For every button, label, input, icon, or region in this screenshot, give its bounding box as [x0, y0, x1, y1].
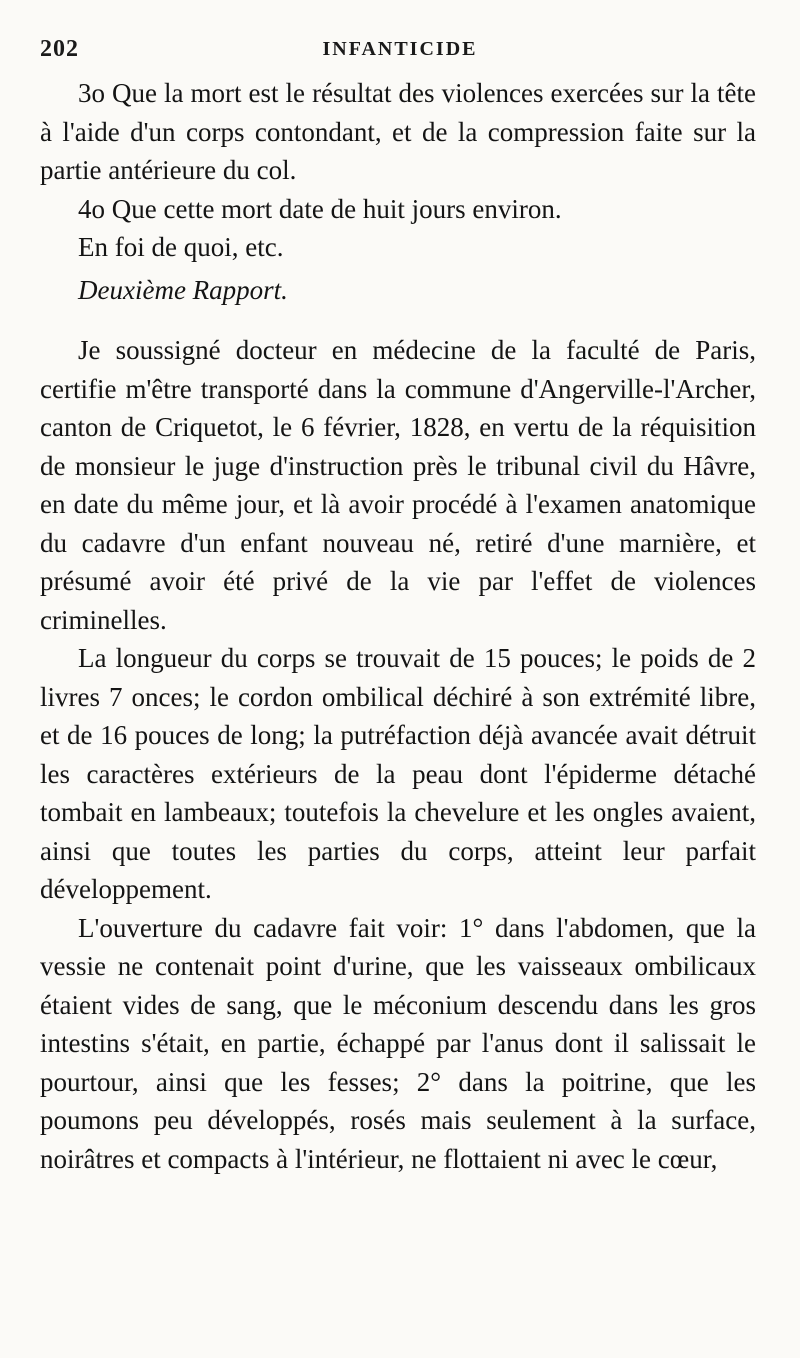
body-text: [40, 74, 756, 1178]
running-head: INFANTICIDE: [322, 38, 478, 60]
conclusion-item: 3o Que la mort est le résultat des violences exercées sur la tête à l'aide d'un corps contondant, et de la compression faite sur la partie antérieure du col.: [40, 78, 756, 185]
conclusion-item: 4o Que cette mort date de huit jours environ.: [78, 193, 562, 224]
section-heading: Deuxième Rapport.: [78, 274, 288, 305]
report-paragraph: La longueur du corps se trouvait de 15 pouces; le poids de 2 livres 7 onces; le cordon ombilical déchiré à son extrémité libre, et de 16 pouces de long; la putréfaction déjà avancée avait détruit les caractères extérieurs de la peau dont l'épiderme détaché tombait en lambeaux; toutefois la chevelure et les ongles avaient, ainsi que toutes les parties du corps, atteint leur parfait développement.: [40, 643, 756, 904]
page-number: 202: [40, 36, 79, 62]
report-paragraph: L'ouverture du cadavre fait voir: 1° dans l'abdomen, que la vessie ne contenait point d'urine, que les vaisseaux ombilicaux étaient vides de sang, que le méconium descendu dans les gros intestins s'était, en partie, échappé par l'anus dont il salissait le pourtour, ainsi que les fesses; 2° dans la poitrine, que les poumons peu développés, rosés mais seulement à la surface, noirâtres et compacts à l'intérieur, ne flottaient ni avec le cœur,: [40, 912, 756, 1174]
closing-formula: En foi de quoi, etc.: [78, 232, 284, 262]
report-paragraph: Je soussigné docteur en médecine de la faculté de Paris, certifie m'être transporté dans la commune d'Angerville-l'Archer, canton de Criquetot, le 6 février, 1828, en vertu de la réquisition de monsieur le juge d'instruction près le tribunal civil du Hâvre, en date du même jour, et là avoir procédé à l'examen anatomique du cadavre d'un enfant nouveau né, retiré d'une marnière, et présumé avoir été privé de la vie par l'effet de violences criminelles.: [40, 335, 756, 635]
page-header: [40, 36, 760, 64]
